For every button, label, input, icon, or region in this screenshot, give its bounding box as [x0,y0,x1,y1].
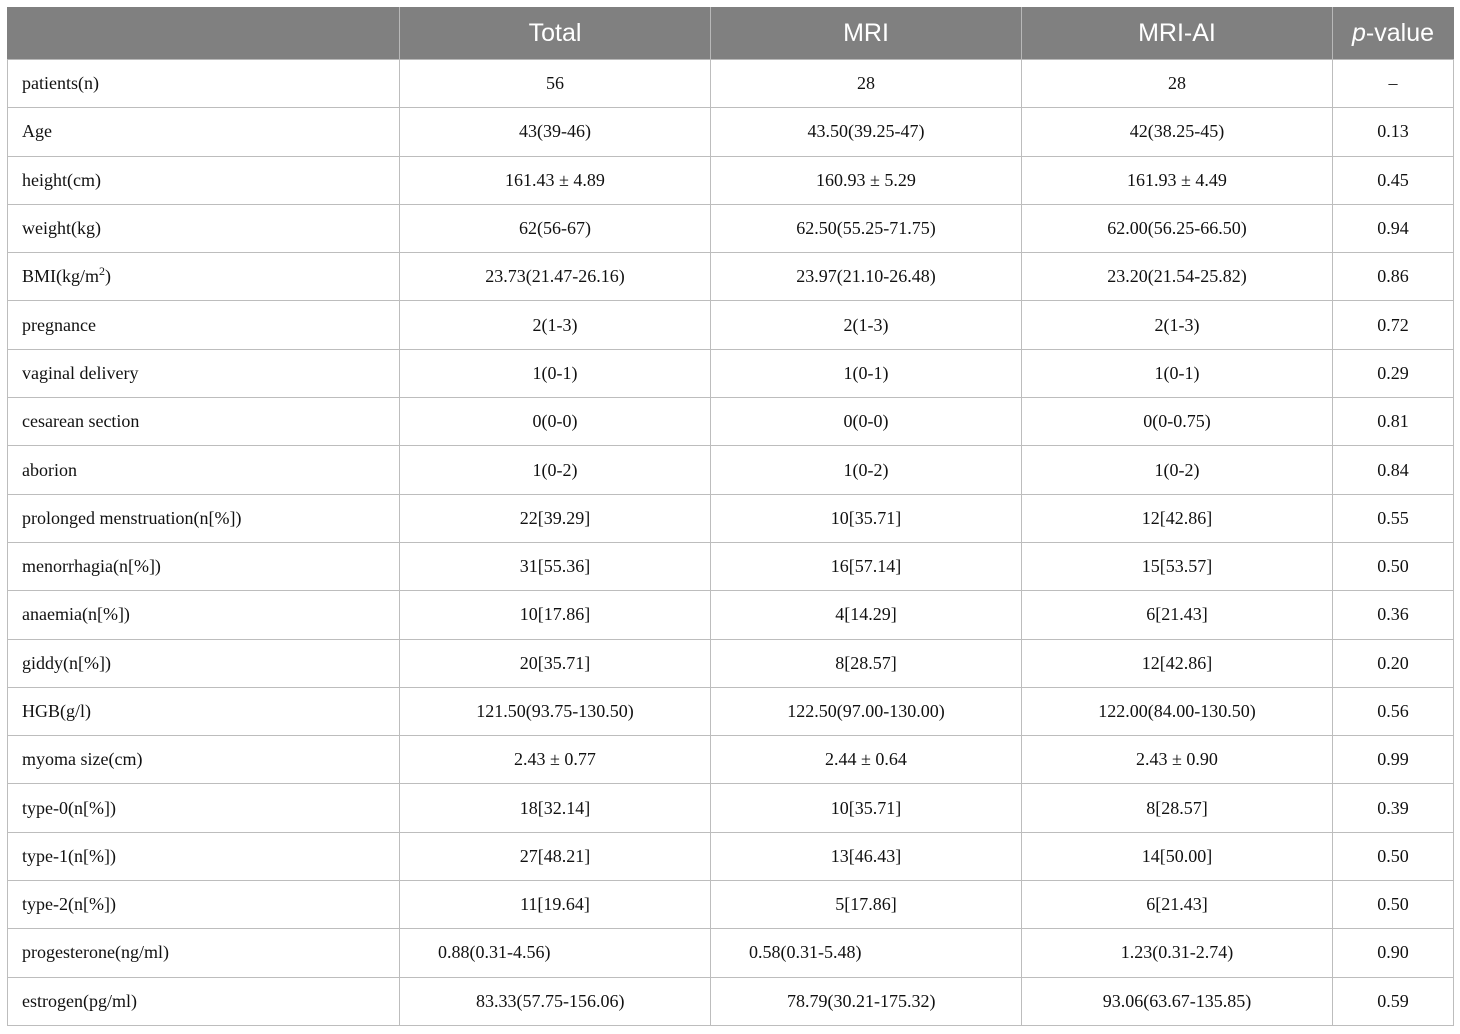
cell-mri-ai: 1.23(0.31-2.74) [1022,929,1333,977]
cell-mri: 16[57.14] [711,542,1022,590]
cell-p-value: 0.81 [1333,398,1454,446]
header-cell-label [8,8,400,60]
cell-mri-ai: 42(38.25-45) [1022,108,1333,156]
table-row [8,204,1454,252]
cell-mri: 5[17.86] [711,881,1022,929]
cell-mri: 0(0-0) [711,398,1022,446]
cell-p-value: 0.45 [1333,156,1454,204]
cell-p-value: 0.29 [1333,349,1454,397]
cell-total: 0.88(0.31-4.56) [400,929,711,977]
cell-mri-ai: 12[42.86] [1022,494,1333,542]
table-row [8,639,1454,687]
cell-p-value: 0.20 [1333,639,1454,687]
cell-mri: 122.50(97.00-130.00) [711,687,1022,735]
cell-total: 56 [400,60,711,108]
table-row [8,156,1454,204]
cell-total: 23.73(21.47-26.16) [400,253,711,301]
cell-total: 31[55.36] [400,542,711,590]
row-label: type-1(n[%]) [8,832,400,880]
table-row [8,398,1454,446]
table-row [8,349,1454,397]
cell-mri-ai: 23.20(21.54-25.82) [1022,253,1333,301]
table-header [8,8,1454,60]
table-row [8,977,1454,1025]
table-row [8,446,1454,494]
data-table-container [7,7,1453,1026]
cell-mri-ai: 14[50.00] [1022,832,1333,880]
cell-mri-ai: 15[53.57] [1022,542,1333,590]
cell-total: 1(0-2) [400,446,711,494]
row-label [8,253,400,301]
cell-mri-ai: 93.06(63.67-135.85) [1022,977,1333,1025]
patient-characteristics-table [7,7,1454,1026]
cell-mri-ai: 8[28.57] [1022,784,1333,832]
cell-mri-ai: 6[21.43] [1022,881,1333,929]
row-label: estrogen(pg/ml) [8,977,400,1025]
row-label: patients(n) [8,60,400,108]
cell-mri: 78.79(30.21-175.32) [711,977,1022,1025]
cell-total: 2.43 ± 0.77 [400,736,711,784]
cell-total: 27[48.21] [400,832,711,880]
row-label: cesarean section [8,398,400,446]
header-cell-p-value [1333,8,1454,60]
cell-total: 20[35.71] [400,639,711,687]
row-label: HGB(g/l) [8,687,400,735]
cell-total: 43(39-46) [400,108,711,156]
cell-mri: 28 [711,60,1022,108]
cell-mri: 23.97(21.10-26.48) [711,253,1022,301]
cell-mri: 43.50(39.25-47) [711,108,1022,156]
row-label: myoma size(cm) [8,736,400,784]
row-label: vaginal delivery [8,349,400,397]
cell-mri-ai: 62.00(56.25-66.50) [1022,204,1333,252]
cell-p-value: 0.50 [1333,881,1454,929]
bmi-label-superscript: 2 [99,264,106,279]
table-row [8,687,1454,735]
row-label: pregnance [8,301,400,349]
row-label: type-2(n[%]) [8,881,400,929]
cell-mri-ai: 1(0-2) [1022,446,1333,494]
row-label: height(cm) [8,156,400,204]
cell-total: 161.43 ± 4.89 [400,156,711,204]
table-row [8,60,1454,108]
cell-mri: 2.44 ± 0.64 [711,736,1022,784]
row-label: giddy(n[%]) [8,639,400,687]
cell-total: 2(1-3) [400,301,711,349]
cell-mri: 62.50(55.25-71.75) [711,204,1022,252]
cell-mri: 0.58(0.31-5.48) [711,929,1022,977]
table-row [8,542,1454,590]
cell-p-value: 0.50 [1333,832,1454,880]
cell-mri: 160.93 ± 5.29 [711,156,1022,204]
row-label: Age [8,108,400,156]
table-row [8,253,1454,301]
cell-mri: 1(0-1) [711,349,1022,397]
bmi-label-prefix: BMI(kg/m [22,266,100,287]
cell-mri: 13[46.43] [711,832,1022,880]
cell-total: 11[19.64] [400,881,711,929]
cell-mri-ai: 2.43 ± 0.90 [1022,736,1333,784]
cell-total: 121.50(93.75-130.50) [400,687,711,735]
table-row [8,832,1454,880]
row-label: menorrhagia(n[%]) [8,542,400,590]
cell-mri: 2(1-3) [711,301,1022,349]
cell-p-value: 0.99 [1333,736,1454,784]
cell-p-value: 0.94 [1333,204,1454,252]
cell-total: 18[32.14] [400,784,711,832]
cell-total: 1(0-1) [400,349,711,397]
cell-mri-ai: 6[21.43] [1022,591,1333,639]
cell-mri: 4[14.29] [711,591,1022,639]
cell-p-value: 0.86 [1333,253,1454,301]
header-row [8,8,1454,60]
cell-total: 22[39.29] [400,494,711,542]
table-row [8,929,1454,977]
cell-mri: 8[28.57] [711,639,1022,687]
table-body [8,60,1454,1026]
row-label: aborion [8,446,400,494]
table-row [8,108,1454,156]
p-value-italic-p: p [1352,19,1366,47]
row-label: prolonged menstruation(n[%]) [8,494,400,542]
row-label: anaemia(n[%]) [8,591,400,639]
cell-mri: 1(0-2) [711,446,1022,494]
cell-mri-ai: 161.93 ± 4.49 [1022,156,1333,204]
cell-p-value: 0.59 [1333,977,1454,1025]
table-row [8,494,1454,542]
header-cell-mri: MRI [711,8,1022,60]
cell-mri: 10[35.71] [711,494,1022,542]
cell-p-value: 0.84 [1333,446,1454,494]
row-label: weight(kg) [8,204,400,252]
header-cell-mri-ai: MRI-AI [1022,8,1333,60]
cell-p-value: 0.39 [1333,784,1454,832]
cell-p-value: – [1333,60,1454,108]
row-label: type-0(n[%]) [8,784,400,832]
header-cell-total: Total [400,8,711,60]
cell-total: 62(56-67) [400,204,711,252]
cell-mri: 10[35.71] [711,784,1022,832]
cell-total: 83.33(57.75-156.06) [400,977,711,1025]
cell-p-value: 0.90 [1333,929,1454,977]
cell-p-value: 0.72 [1333,301,1454,349]
cell-mri-ai: 1(0-1) [1022,349,1333,397]
cell-p-value: 0.36 [1333,591,1454,639]
cell-p-value: 0.13 [1333,108,1454,156]
table-row [8,784,1454,832]
bmi-label-suffix: ) [105,266,112,287]
row-label: progesterone(ng/ml) [8,929,400,977]
table-row [8,591,1454,639]
p-value-suffix: -value [1365,19,1434,47]
table-row [8,881,1454,929]
cell-mri-ai: 12[42.86] [1022,639,1333,687]
cell-mri-ai: 28 [1022,60,1333,108]
cell-mri-ai: 122.00(84.00-130.50) [1022,687,1333,735]
cell-p-value: 0.50 [1333,542,1454,590]
table-row [8,301,1454,349]
cell-p-value: 0.55 [1333,494,1454,542]
cell-mri-ai: 0(0-0.75) [1022,398,1333,446]
table-row [8,736,1454,784]
cell-total: 10[17.86] [400,591,711,639]
cell-mri-ai: 2(1-3) [1022,301,1333,349]
cell-total: 0(0-0) [400,398,711,446]
cell-p-value: 0.56 [1333,687,1454,735]
